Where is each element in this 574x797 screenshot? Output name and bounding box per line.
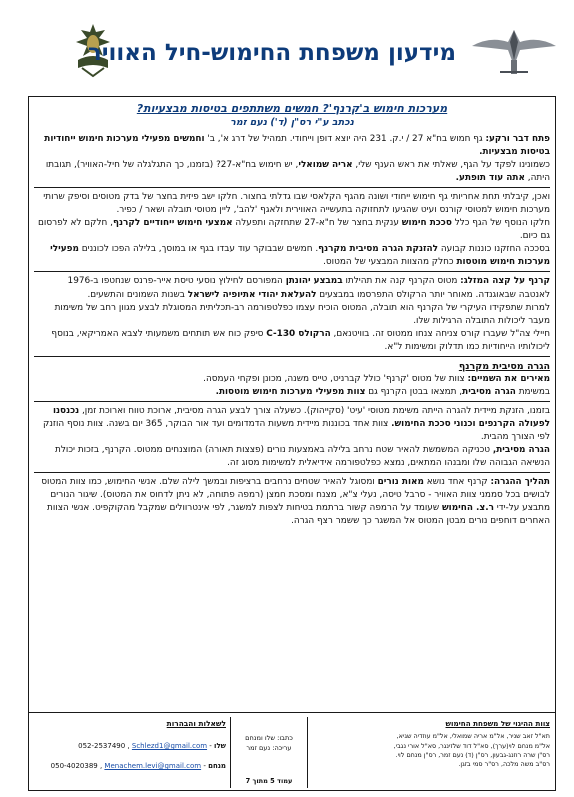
paragraph-lead: פתח דבר ורקע: xyxy=(485,134,550,144)
ordnance-corps-emblem-icon xyxy=(470,22,558,78)
divider xyxy=(34,472,550,473)
paragraph-bold: ר.צ. החימוש xyxy=(441,503,494,514)
contact-row: מנחם - 050-4020389 , Menachem.levi@gmail.com xyxy=(50,762,226,770)
paragraph xyxy=(34,444,550,470)
paragraph-bold: במבצע יהונתן xyxy=(285,276,343,287)
paragraph-bold: להזנקת הגרה מסיבית מקרנף xyxy=(318,244,439,255)
paragraph-lead: הגרה מסיבית, xyxy=(492,445,550,456)
contact-phone: 050-4020389 xyxy=(50,762,98,770)
paragraph-text: בסככה החזקנו כוננות קבועה xyxy=(438,244,550,255)
paragraph-bold: נכנסנו לפעולה הקרנפים וכנוני סככת החימוש. xyxy=(52,405,550,429)
footer xyxy=(28,712,556,791)
contact-phone: 052-2537490 xyxy=(78,742,126,750)
paragraph-text: סיפק כוח אש תותחים משמעותי לצבא האמריקאי, בנוסף ליכולותיו הייחודיות כמו תדלוק ומשימות ל"א. xyxy=(51,328,550,352)
divider xyxy=(34,401,550,402)
paragraph-text: צוות אחד בכוננות מיידית משעות הדמדומים ועד אור הבוקר, 365 יום בשנה. צוות נוסף הוזנק לפי הצורך מהבית. xyxy=(43,418,550,442)
staff-line: רס"ן שרה רוזנג-גבעון, רס"ן (ד) נעם זמר, רס"ן מנחם לוי. xyxy=(395,750,550,759)
editor-credit: עריכה: נעם זמר xyxy=(246,744,292,752)
contact-block xyxy=(36,719,226,781)
staff-line: תא"ל זאב שניר, אל"מ אריה שמואלי, אל"מ עוזדיה שגיא, xyxy=(396,732,550,741)
paragraph-bold: אריה שמואלי xyxy=(298,160,353,171)
paragraph-bold: מפעילי מערכות חימוש מוטסות xyxy=(50,244,550,268)
writers-credit: כתבו: שלו ומנחם xyxy=(245,734,293,742)
paragraph-bold: להעלאת יהודי אתיופיה לישראל xyxy=(187,289,317,300)
staff-line: רס"ב משה מלכה, רס"ר סמי בזגן. xyxy=(458,760,550,769)
article-byline: נכתב ע"י רס"ן (ד') נעם זמר xyxy=(230,117,354,128)
paragraph-bold: אמצעי חימוש ייחודיים לקרנף xyxy=(112,218,233,229)
contact-name: שלו xyxy=(214,742,226,750)
paragraph-text: שעומד על הרמפה קשור ברתמת בטיחות לצפות למשגר, לפי אינטרוולים שמקבל מהקוקפיט. אנשי הצוות האחרים דוחפים נורים מבטן המטוס אל המשגר כך ששמר רצף הגרה. xyxy=(47,503,550,527)
contact-name: מנחם xyxy=(208,762,226,770)
staff-line: אל"מ מנחם לוי(ערך), סא"ל דוד שלזינגר, סא"ל אורי נגבי, xyxy=(393,741,550,750)
header xyxy=(0,0,574,95)
paragraph-intro xyxy=(34,133,550,159)
paragraph-text: חיילי צה"ל שעברו קורס צניחה צנחו ממטוס זה. בוויטנאם, xyxy=(330,328,550,339)
paragraph-bold: צוות מפעילי מערכות חימוש מוטסות. xyxy=(215,386,366,397)
paragraph-text: מטוס הקרנף קנה את תהילתו xyxy=(342,276,461,287)
paragraph: ואכן, קיבלתי תחת אחריותי גף חימוש ייחודי ושונה מהגף הקלאסי שבו גדלתי בחצור. חלקו ישב פיזית בחצר של בדק מטוסים וסיפק שרותי מערכות חימוש למטוסי קורנס ועיט שהגיעו לתחזוקה בתעשייה האווירית ולאגף 'להב', ליין מטוסי תובלה ושאר / כפיר. xyxy=(43,192,550,216)
paragraph-text: טכניקה המשמשת להאיר שטח נרחב בלילה באמצעות נורים (פצצות תאורה) המוצנחים ממטוס. הקרנף, בזכות יכולת הנשיאה הגבוהה שלו ומבנהו המתאים, נמצא כפלטפורמה אידיאלית למשימות מסוג זה. xyxy=(55,445,550,469)
paragraph-bold: וחמשים מפעילי מערכות חימוש ייחודיות בטיסות מבצעיות. xyxy=(44,134,550,158)
paragraph-text: קרנף אחד נושא xyxy=(423,477,491,488)
divider xyxy=(34,187,550,188)
paragraph-text: , יש חימוש בח"א-27? (בזמנו, כך התגלגלה של חיל-האוויר), תגובתו היתה, xyxy=(45,160,550,184)
contact-email-link[interactable]: Schlezd1@gmail.com xyxy=(131,742,208,750)
paragraph-text: המפורסם לחילוץ נוסעי טיסת אייר-פרנס שנחטפו ב-1976 לאנטבה שבאוגנדה. מאוחר יותר הרקולס התפרסמו במבצעים xyxy=(67,276,550,300)
paragraph-bold: סככת חימוש xyxy=(401,218,452,229)
paragraph-text: חלקו הנוסף של הגף כלל xyxy=(451,218,550,229)
paragraph-bold: הרקולס C-130 xyxy=(266,328,331,339)
credits xyxy=(230,717,308,788)
paragraph-bold: אתה עוד תופתע. xyxy=(455,173,525,184)
paragraph xyxy=(34,275,550,301)
page-number: עמוד 5 מתוך 7 xyxy=(245,777,293,785)
paragraph-text: ומסוגל להאיר שטחים נרחבים ברציפות ובמשך לילה שלם. אנשי החימוש, כמו צוות המטוס לבושים בכל סממני צוות האוויר - סרבל טיסה, נעלי צ"א, מצנח ומסכת חמצן (רמפה פתוחה, לא ניתן לדחוס את המטוס). שיגור הנורים מתבצע על-ידי xyxy=(41,477,550,514)
paragraph-text: . חמשים שבבוקר עוד עבדו בגף או במוסך, בלילה הפכו לכוננים xyxy=(78,244,319,255)
paragraph xyxy=(34,217,550,243)
article-headline: מערכות חימוש ב'קרנף'? חמשים משתתפים בטיסות מבצעיות? xyxy=(136,102,448,115)
staff-title: צוות ההיגוי של משפחת החימוש xyxy=(445,719,550,728)
divider xyxy=(34,271,550,272)
paragraph xyxy=(34,243,550,269)
paragraph-text: ענקית בחצר של ח"א-27 שתחזקה ותפעלה xyxy=(232,218,402,229)
paragraph-text: , תמצאו בבטן הקרנף גם xyxy=(365,386,463,397)
steering-committee xyxy=(350,719,550,769)
paragraph: למרות שתפקידו העיקרי של הקרנף הוא תובלה, המטוס הוכיח עצמו כפלטפורמה רב-תכליתית המסוגלת לבצע מגוון רחב של משימות מעבר ליכולות התובלה הרגילות שלו. xyxy=(54,302,550,326)
paragraph xyxy=(34,405,550,444)
contact-row: שלו - 052-2537490 , Schlezd1@gmail.com xyxy=(78,742,226,750)
paragraph-lead: קרנף על קצה המזלג: xyxy=(460,276,550,287)
contact-title: לשאלות והבהרות xyxy=(166,719,226,728)
paragraph-text: בשנות השמונים והתשעים. xyxy=(87,289,188,300)
paragraph-bold: מאות נורים xyxy=(377,477,424,488)
paragraph xyxy=(34,328,550,354)
divider xyxy=(34,356,550,357)
article xyxy=(34,101,550,701)
paragraph-text: בזמנו, הזנקת מיידית להגרה הייתה משימת מטוסי 'עיט' (סקייהוק). כשעלה צורך לבצע הגרה מסיבית, ארוכת טווח וארוכת זמן, xyxy=(79,405,550,416)
contact-email-link[interactable]: Menachem.levi@gmail.com xyxy=(104,762,202,770)
paragraph-lead: מאירים את השמיים: xyxy=(467,373,550,384)
paragraph-text: במשימת xyxy=(515,386,550,397)
paragraph-text: צוות של מטוס 'קרנף' כולל קברניט, טייס משנה, מכונן ופקחי העמסה. xyxy=(203,373,468,384)
paragraph-text: כשמונינו לפקד על הגף, שאלתי את ראש הענף שלי, xyxy=(352,160,550,171)
paragraph-text: , חלקם לא לפרסום גם כיום. xyxy=(38,218,550,242)
paragraph xyxy=(34,373,550,386)
paragraph-text: כחלק מהצוות המבצעי של המטוס. xyxy=(323,257,457,268)
paragraph xyxy=(34,476,550,528)
paragraph-bold: הגרה מסיבית xyxy=(462,386,516,397)
paragraph-lead: תהליך ההגרה: xyxy=(490,477,550,488)
section-heading: הגרה מסיבית מקרנף xyxy=(458,360,550,372)
paragraph-text: גף חמוש בח"א 27 / י.ק. 231 היה יוצא דופן וייחודי. תמהיל של דרג א', ב' xyxy=(204,134,486,144)
paragraph xyxy=(34,159,550,185)
page-title: מידעון משפחת החימוש-חיל האוויר xyxy=(87,40,456,66)
paragraph xyxy=(34,386,550,399)
